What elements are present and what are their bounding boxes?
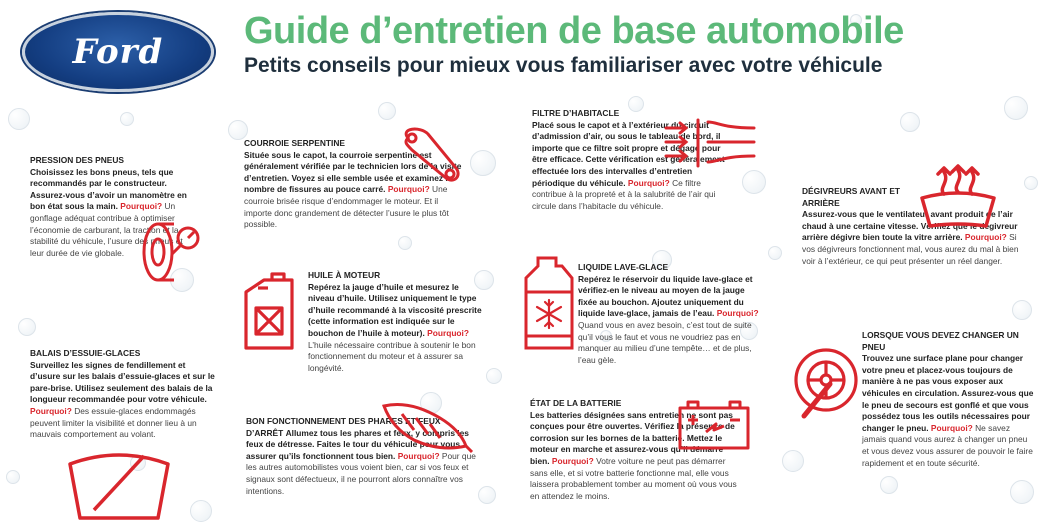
why-label: Pourquoi?	[120, 201, 165, 212]
why-label: Pourquoi?	[427, 327, 469, 338]
section-wipers	[30, 348, 218, 441]
section-explanation: Pour que les autres automobilistes vous voient bien, car si vos feux et signaux sont défectueux, il ne pourront alors connaître vos intentions.	[246, 450, 476, 496]
section-explanation: Ne savez jamais quand vous aurez à changer un pneu et vous devez vous assurer de pouvoir le faire rapidement et en toute sécurité.	[862, 422, 1033, 468]
tire-gauge-icon	[128, 210, 208, 290]
why-label: Pourquoi?	[387, 184, 433, 195]
section-heading: DÉGIVREURS AVANT ET ARRIÈRE	[802, 186, 901, 208]
section-heading: LORSQUE VOUS DEVEZ CHANGER UN PNEU	[862, 330, 1019, 352]
defroster-icon	[916, 164, 1000, 230]
why-label: Pourquoi?	[397, 450, 442, 461]
section-heading: PRESSION DES PNEUS	[30, 155, 125, 165]
section-explanation: L’huile nécessaire contribue à soutenir le bon fonctionnement du moteur et à assurer sa longévité.	[308, 339, 476, 373]
serpentine-belt-icon	[398, 124, 464, 184]
airflow-filter-icon	[664, 118, 756, 168]
section-flat-tire	[862, 330, 1034, 469]
ford-logo	[22, 12, 214, 92]
section-body: Choisissez les bons pneus, tels que recommandés par le constructeur. Assurez-vous d’avoir un manomètre en bon état sous la main.	[30, 166, 187, 212]
section-explanation: Si vos dégivreurs fonctionnent mal, vous aurez du mal à bien voir à l’extérieur, ce qui peut présenter un réel danger.	[802, 232, 1019, 266]
section-body: Située sous le capot, la courroie serpentine est généralement vérifiée par le technicien lors de la visite d’entretien. Voyez si elle semble usée et examinez le nombre de fissures au pouce carré.	[244, 149, 462, 195]
logo-text: Ford	[72, 32, 164, 72]
page-subtitle: Petits conseils pour mieux vous familiariser avec votre véhicule	[244, 54, 883, 77]
section-heading: FILTRE D’HABITACLE	[532, 108, 620, 118]
washer-fluid-bottle-icon	[522, 256, 578, 352]
section-heading: BALAIS D’ESSUIE-GLACES	[30, 348, 141, 358]
section-heading: LIQUIDE LAVE-GLACE	[578, 262, 669, 272]
section-body: Trouvez une surface plane pour changer votre pneu et placez-vous toujours de manière à ne pas vous exposer aux véhicules en circulation. Assurez-vous que le pneu de secours est gonflé et que vous possédez tous les outils nécessaires pour changer le pneu.	[862, 353, 1034, 433]
section-body: Repérez la jauge d’huile et mesurez le niveau d’huile. Utilisez uniquement le type d’huile recommandé à la viscosité prescrite (cette information est indiquée sur le bouchon de l’huile à moteur).	[308, 281, 482, 338]
wheel-wrench-icon	[790, 346, 864, 422]
section-washer-fluid	[578, 262, 766, 366]
section-body: Les batteries désignées sans entretien ne sont pas conçues pour être ouvertes. Vérifiez la présence de corrosion sur les bornes de la batterie. Mettez le moteur en marche et assurez-vous qu’il démarre bien.	[530, 409, 735, 466]
section-body: Allumez tous les phares et feux, y compris les feux de détresse. Faites le tour du véhicule pour vous assurer qu’ils fonctionnent tous bien.	[246, 427, 469, 461]
page-title: Guide d’entretien de base automobile	[244, 10, 904, 52]
section-explanation: Des essuie-glaces endommagés peuvent limiter la visibilité et donner lieu à un mauvais comportement au volant.	[30, 405, 197, 440]
section-body: Surveillez les signes de fendillement et d’usure sur les balais d’essuie-glaces et sur le pare-brise. Utilisez seulement des balais de la longueur recommandée pour votre véhicule.	[30, 359, 215, 405]
section-heading: ÉTAT DE LA BATTERIE	[530, 398, 622, 408]
section-explanation: Votre voiture ne peut pas démarrer sans elle, et si votre batterie fonctionne mal, elle vous laissera probablement tomber au moment où vous vous en attendez le moins.	[530, 455, 737, 501]
section-explanation: Ce filtre contribue à la propreté et à la salubrité de l’air qui circule dans l’habitacle du véhicule.	[532, 177, 716, 211]
section-explanation: Quand vous en avez besoin, c’est tout de suite qu’il vous le faut et vous ne voudriez pas en manquer au milieu d’une tempête… et de plus, l’eau gèle.	[578, 319, 752, 365]
section-heading: BON FONCTIONNEMENT DES PHARES ET FEUX D’ARRÊT	[246, 416, 441, 438]
why-label: Pourquoi?	[930, 422, 976, 433]
oil-can-icon	[238, 272, 300, 352]
why-label: Pourquoi?	[964, 232, 1010, 243]
section-oil	[308, 270, 482, 374]
why-label: Pourquoi?	[627, 177, 673, 188]
why-label: Pourquoi?	[716, 308, 759, 319]
headlight-icon	[380, 396, 476, 458]
section-body: Assurez-vous que le ventilateur avant produit de l’air chaud à une certaine vitesse. Vérifiez que le dégivreur arrière dégivre bien toute la vitre arrière.	[802, 209, 1018, 243]
section-explanation: Un gonflage adéquat contribue à optimiser l’économie de carburant, la traction et la stabilité du véhicule, l’usure des pneus et leur durée de vie globale.	[30, 201, 183, 258]
section-explanation: Une courroie brisée risque d’endommager le moteur. Et il importe donc grandement de détecter l’usure le plus tôt possible.	[244, 184, 449, 230]
why-label: Pourquoi?	[551, 455, 597, 466]
wiper-icon	[64, 444, 174, 520]
section-heading: HUILE À MOTEUR	[308, 270, 381, 280]
section-body: Repérez le réservoir du liquide lave-glace et vérifiez-en le niveau au moyen de la jauge fixée au bouchon. Ajoutez uniquement du liquide lave-glace, jamais de l’eau.	[578, 273, 753, 319]
section-body: Placé sous le capot et à l’extérieur du circuit d’admission d’air, ou sous le tableau de bord, il importe que ce filtre soit propre et dégagé pour être efficace. Cette vérification est généralement effectuée lors des intervalles d’entretien périodique du véhicule.	[532, 119, 725, 188]
section-heading: COURROIE SERPENTINE	[244, 138, 345, 148]
why-label: Pourquoi?	[30, 405, 75, 416]
battery-icon	[676, 396, 752, 452]
